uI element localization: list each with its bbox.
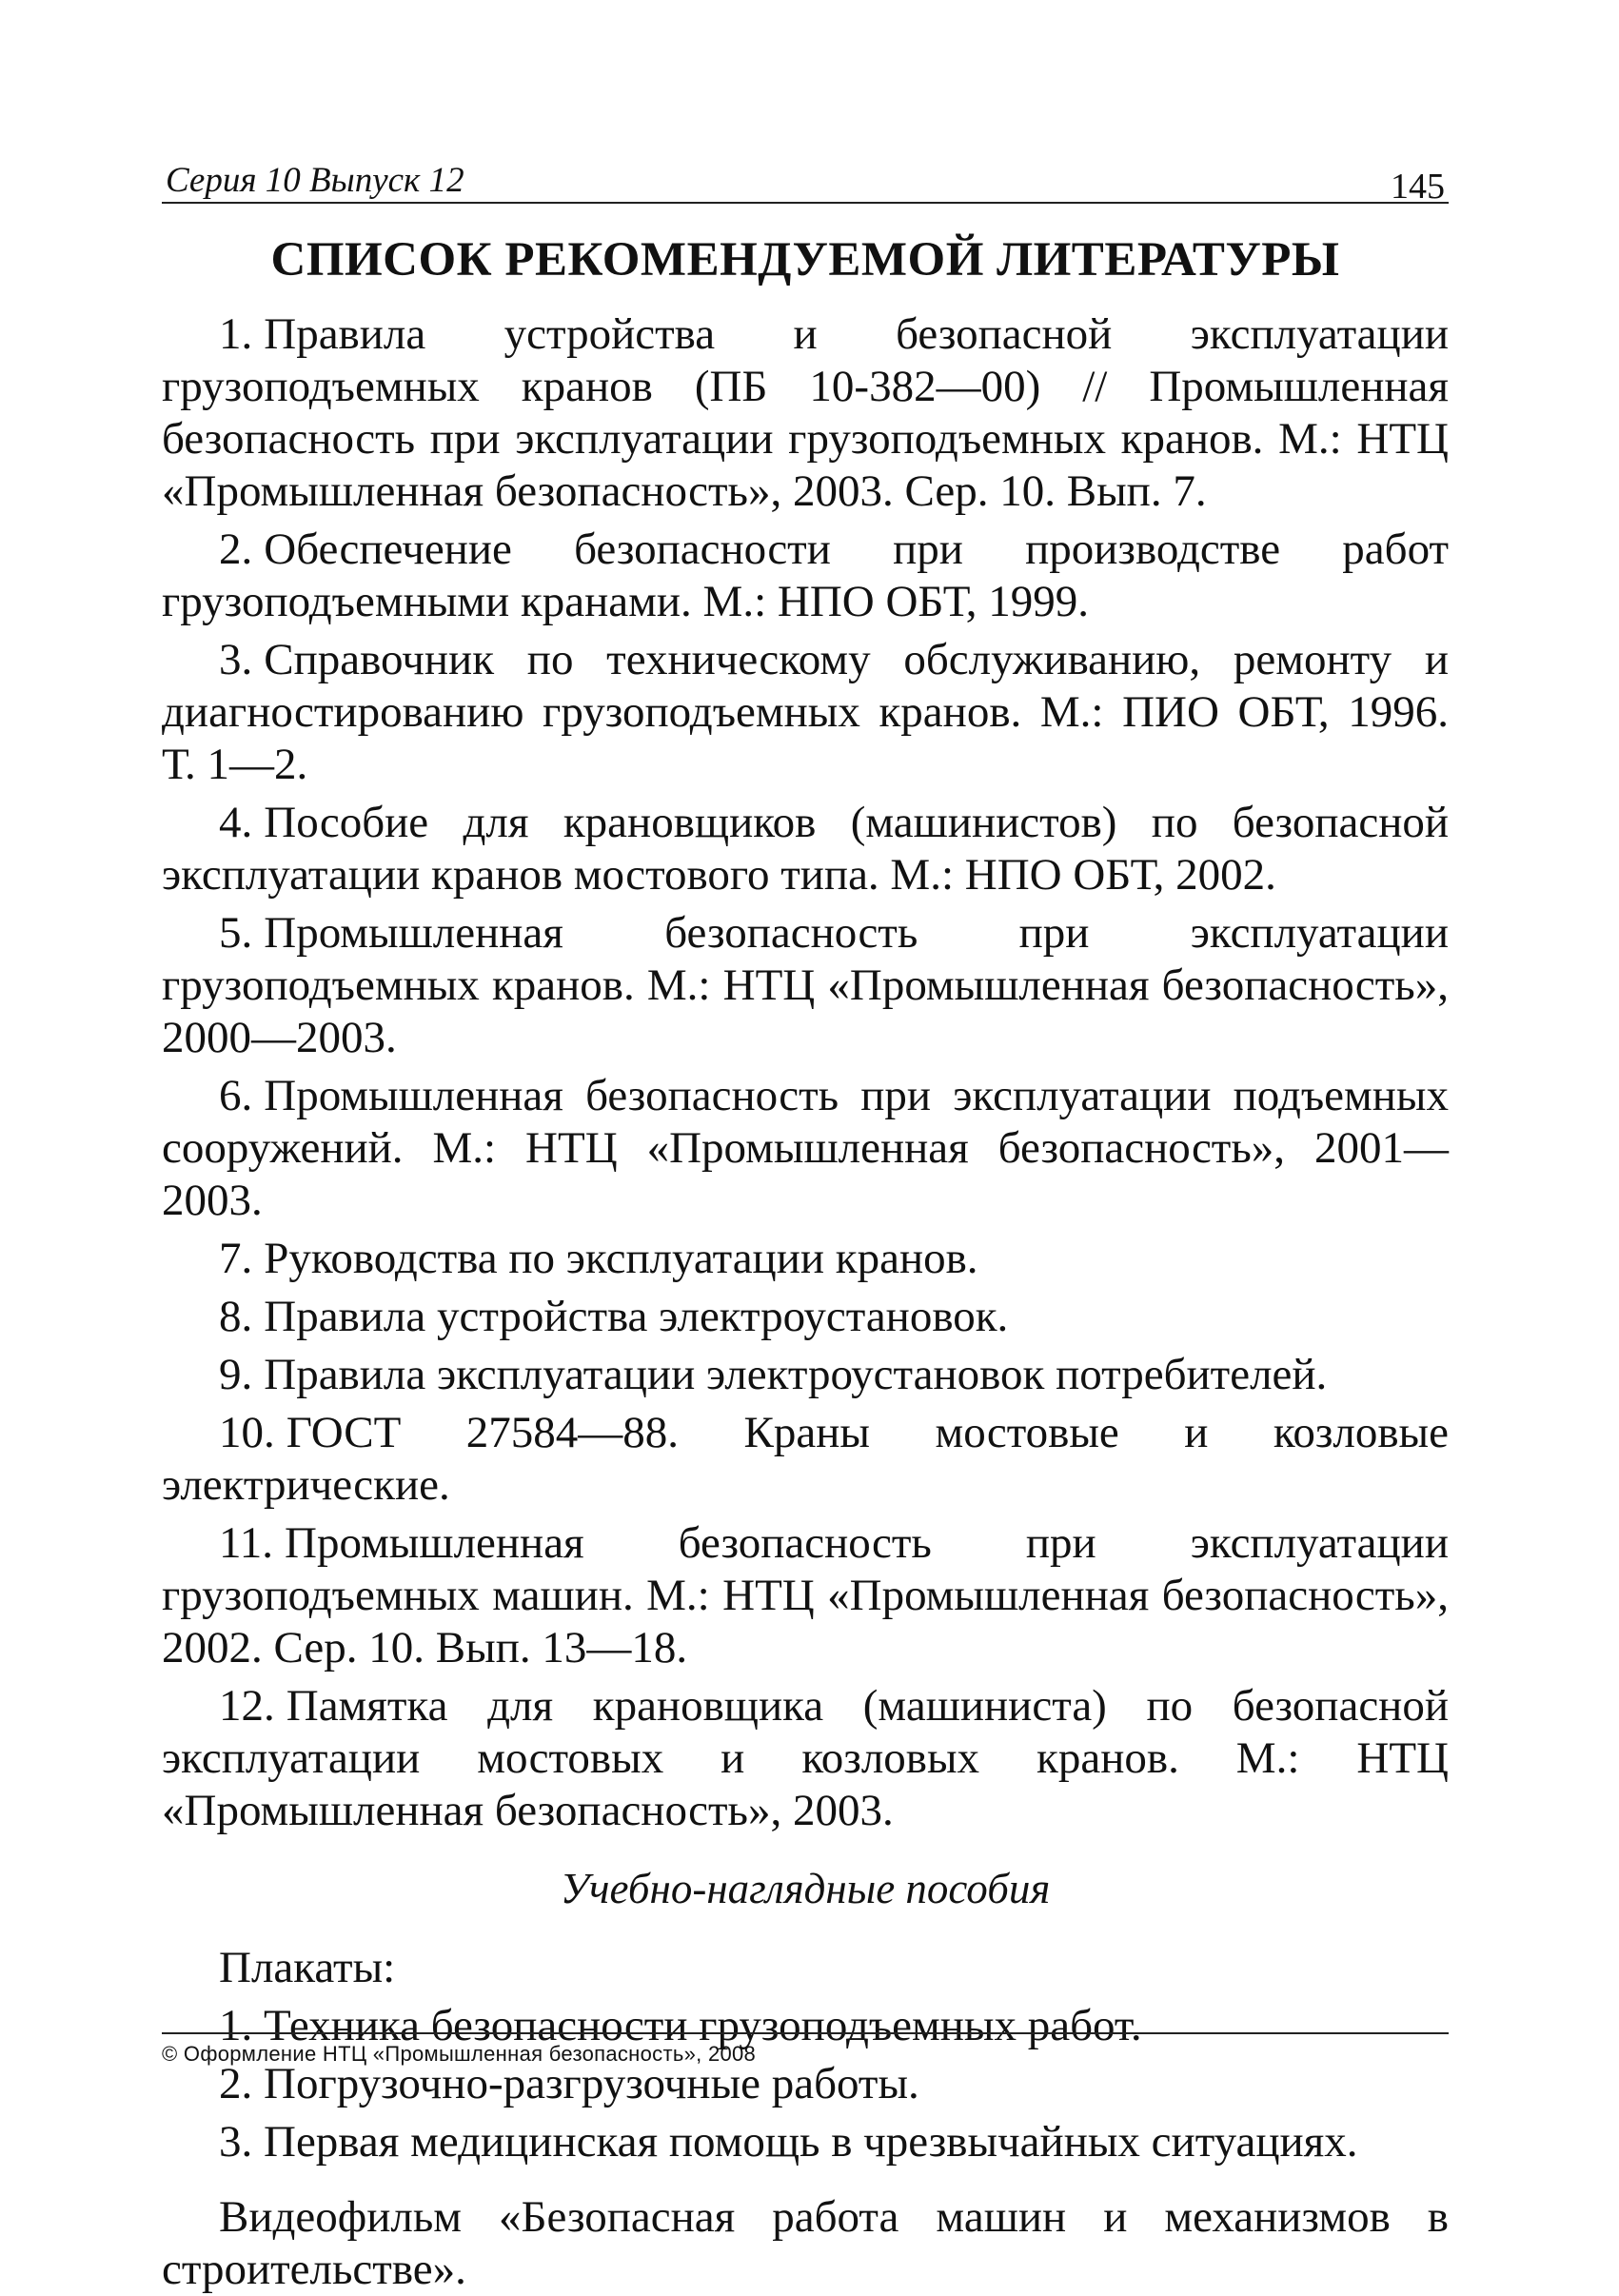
reference-item — [162, 634, 1449, 791]
reference-item — [162, 1680, 1449, 1837]
poster-number: 2. — [219, 2059, 253, 2108]
running-header — [162, 152, 1449, 207]
series-label: Серия 10 Выпуск 12 — [166, 161, 464, 200]
reference-text: Промышленная безопасность при эксплуатации грузоподъемных машин. М.: НТЦ «Промышленная безопасность», 2002. Сер. 10. Вып. 13—18. — [162, 1518, 1449, 1673]
reference-text: Правила устройства и безопасной эксплуатации грузоподъемных кранов (ПБ 10-382—00) // Промышленная безопасность при эксплуатации грузоподъемных кранов. М.: НТЦ «Промышленная безопасность», 2003. Сер. 10. Вып. 7. — [162, 309, 1449, 516]
reference-item — [162, 308, 1449, 518]
reference-item — [162, 1349, 1449, 1401]
reference-text: Обеспечение безопасности при производстве работ грузоподъемными кранами. М.: НПО ОБТ, 1999. — [162, 525, 1449, 626]
poster-item — [162, 2116, 1449, 2168]
document-page — [162, 152, 1449, 2296]
posters-label: Плакаты: — [219, 1943, 396, 1992]
reference-text: Промышленная безопасность при эксплуатации подъемных сооружений. М.: НТЦ «Промышленная безопасность», 2001—2003. — [162, 1071, 1449, 1225]
visual-aids-heading: Учебно-наглядные пособия — [560, 1865, 1051, 1912]
reference-text: ГОСТ 27584—88. Краны мостовые и козловые электрические. — [162, 1408, 1449, 1510]
reference-item — [162, 1070, 1449, 1227]
reference-item — [162, 1517, 1449, 1674]
reference-item — [162, 1407, 1449, 1512]
video-item: Видеофильм «Безопасная работа машин и механизмов в строительстве». — [162, 2192, 1449, 2294]
poster-number: 1. — [219, 2001, 253, 2050]
page-title: СПИСОК РЕКОМЕНДУЕМОЙ ЛИТЕРАТУРЫ — [270, 233, 1340, 287]
reference-number: 9. — [219, 1350, 253, 1399]
reference-text: Правила эксплуатации электроустановок потребителей. — [264, 1350, 1328, 1399]
reference-item — [162, 1233, 1449, 1285]
reference-number: 12. — [219, 1681, 275, 1731]
reference-text: Промышленная безопасность при эксплуатации грузоподъемных кранов. М.: НТЦ «Промышленная безопасность», 2000—2003. — [162, 908, 1449, 1062]
poster-text: Техника безопасности грузоподъемных работ. — [264, 2001, 1142, 2050]
reference-text: Пособие для крановщиков (машинистов) по безопасной эксплуатации кранов мостового типа. М.: НПО ОБТ, 2002. — [162, 798, 1449, 900]
copyright-footer: © Оформление НТЦ «Промышленная безопасность», 2008 — [162, 2032, 1449, 2067]
reference-item — [162, 524, 1449, 628]
reference-number: 1. — [219, 309, 253, 359]
reference-number: 6. — [219, 1071, 253, 1120]
reference-number: 7. — [219, 1234, 253, 1283]
reference-list — [162, 308, 1449, 1837]
page-number: 145 — [1391, 167, 1445, 207]
reference-number: 3. — [219, 635, 253, 684]
poster-text: Погрузочно-разгрузочные работы. — [264, 2059, 919, 2108]
reference-number: 10. — [219, 1408, 275, 1457]
reference-text: Памятка для крановщика (машиниста) по безопасной эксплуатации мостовых и козловых кранов. М.: НТЦ «Промышленная безопасность», 2003. — [162, 1681, 1449, 1835]
poster-number: 3. — [219, 2117, 253, 2167]
reference-number: 8. — [219, 1292, 253, 1341]
reference-item — [162, 907, 1449, 1064]
reference-item — [162, 797, 1449, 901]
reference-item — [162, 1291, 1449, 1343]
reference-number: 11. — [219, 1518, 274, 1568]
poster-text: Первая медицинская помощь в чрезвычайных ситуациях. — [264, 2117, 1358, 2167]
reference-text: Справочник по техническому обслуживанию, ремонту и диагностированию грузоподъемных кранов. М.: ПИО ОБТ, 1996. Т. 1—2. — [162, 635, 1449, 789]
reference-text: Правила устройства электроустановок. — [264, 1292, 1009, 1341]
reference-text: Руководства по эксплуатации кранов. — [264, 1234, 978, 1283]
reference-number: 2. — [219, 525, 253, 574]
reference-number: 5. — [219, 908, 253, 958]
reference-number: 4. — [219, 798, 253, 847]
